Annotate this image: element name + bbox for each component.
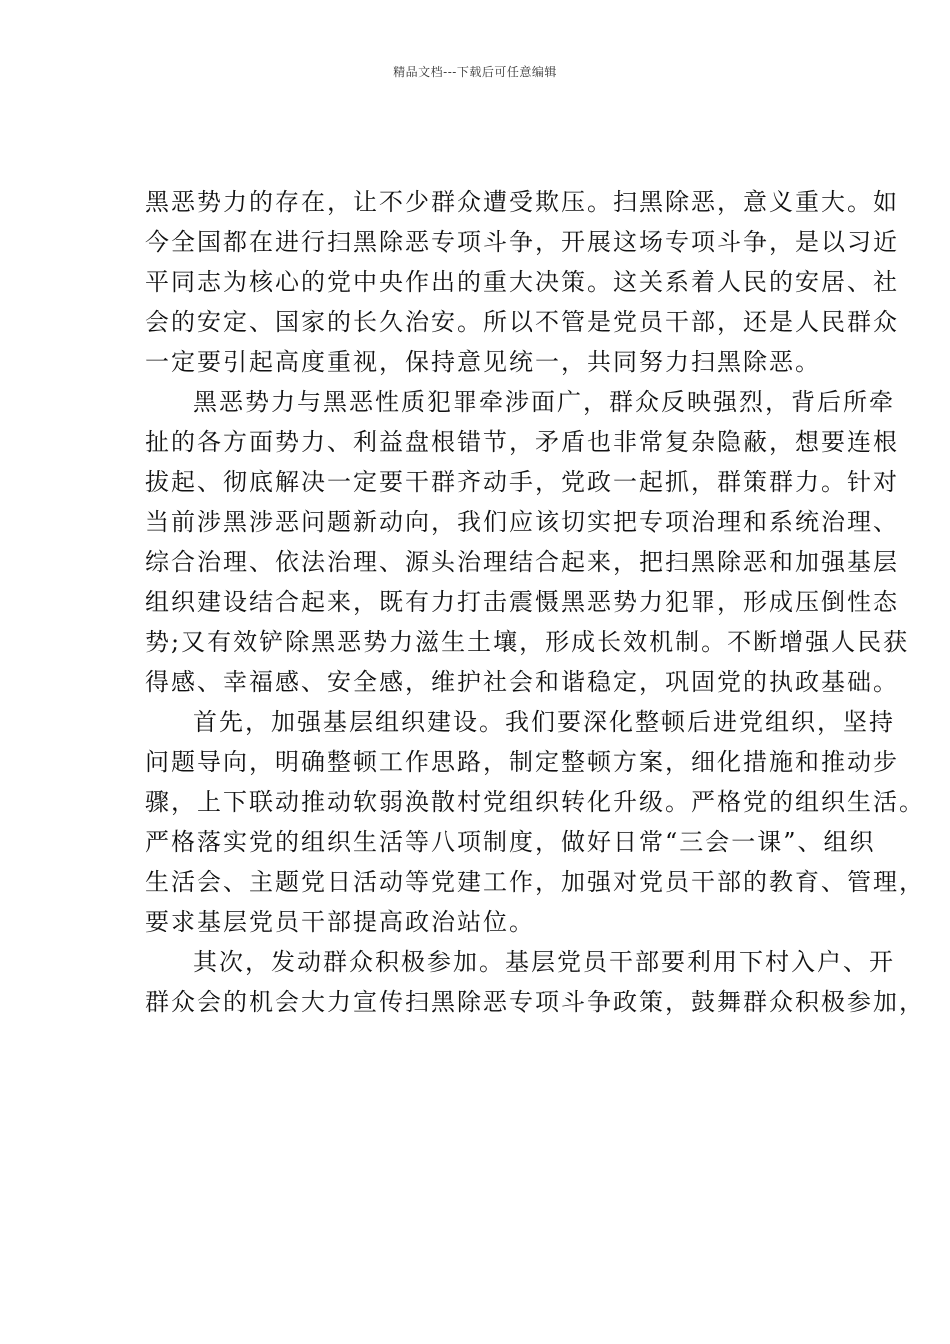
text-line: 一定要引起高度重视，保持意见统一，共同努力扫黑除恶。	[145, 348, 821, 376]
text-line: 会的安定、国家的长久治安。所以不管是党员干部，还是人民群众	[145, 308, 899, 336]
text-line: 平同志为核心的党中央作出的重大决策。这关系着人民的安居、社	[145, 268, 899, 296]
text-line: 问题导向，明确整顿工作思路，制定整顿方案，细化措施和推动步	[145, 748, 899, 776]
page-header: 精品文档---下载后可任意编辑	[393, 65, 557, 79]
text-line: 黑恶势力的存在，让不少群众遭受欺压。扫黑除恶，意义重大。如	[145, 188, 899, 216]
text-line: 生活会、主题党日活动等党建工作，加强对党员干部的教育、管理，	[145, 868, 925, 896]
text-line: 当前涉黑涉恶问题新动向，我们应该切实把专项治理和系统治理、	[145, 508, 899, 536]
text-line: 骤，上下联动推动软弱涣散村党组织转化升级。严格党的组织生活。	[145, 788, 925, 816]
paragraph	[145, 382, 910, 702]
text-line: 其次，发动群众积极参加。基层党员干部要利用下村入户、开	[193, 948, 895, 976]
paragraph	[145, 702, 925, 942]
text-line: 严格落实党的组织生活等八项制度，做好日常“三会一课”、组织	[145, 828, 876, 856]
text-line: 拔起、彻底解决一定要干群齐动手，党政一起抓，群策群力。针对	[145, 468, 899, 496]
text-line: 群众会的机会大力宣传扫黑除恶专项斗争政策，鼓舞群众积极参加，	[145, 988, 925, 1016]
text-line: 黑恶势力与黑恶性质犯罪牵涉面广，群众反映强烈，背后所牵	[193, 388, 895, 416]
text-line: 组织建设结合起来，既有力打击震慑黑恶势力犯罪，形成压倒性态	[145, 588, 899, 616]
text-line: 今全国都在进行扫黑除恶专项斗争，开展这场专项斗争，是以习近	[145, 228, 899, 256]
text-line: 扯的各方面势力、利益盘根错节，矛盾也非常复杂隐蔽，想要连根	[145, 428, 899, 456]
paragraph	[145, 182, 899, 382]
text-line: 得感、幸福感、安全感，维护社会和谐稳定，巩固党的执政基础。	[145, 668, 899, 696]
text-line: 首先，加强基层组织建设。我们要深化整顿后进党组织，坚持	[193, 708, 895, 736]
document-body	[145, 182, 925, 1022]
text-line: 势;又有效铲除黑恶势力滋生土壤，形成长效机制。不断增强人民获	[145, 628, 910, 656]
paragraph	[145, 942, 925, 1022]
text-line: 综合治理、依法治理、源头治理结合起来，把扫黑除恶和加强基层	[145, 548, 899, 576]
text-line: 要求基层党员干部提高政治站位。	[145, 908, 535, 936]
